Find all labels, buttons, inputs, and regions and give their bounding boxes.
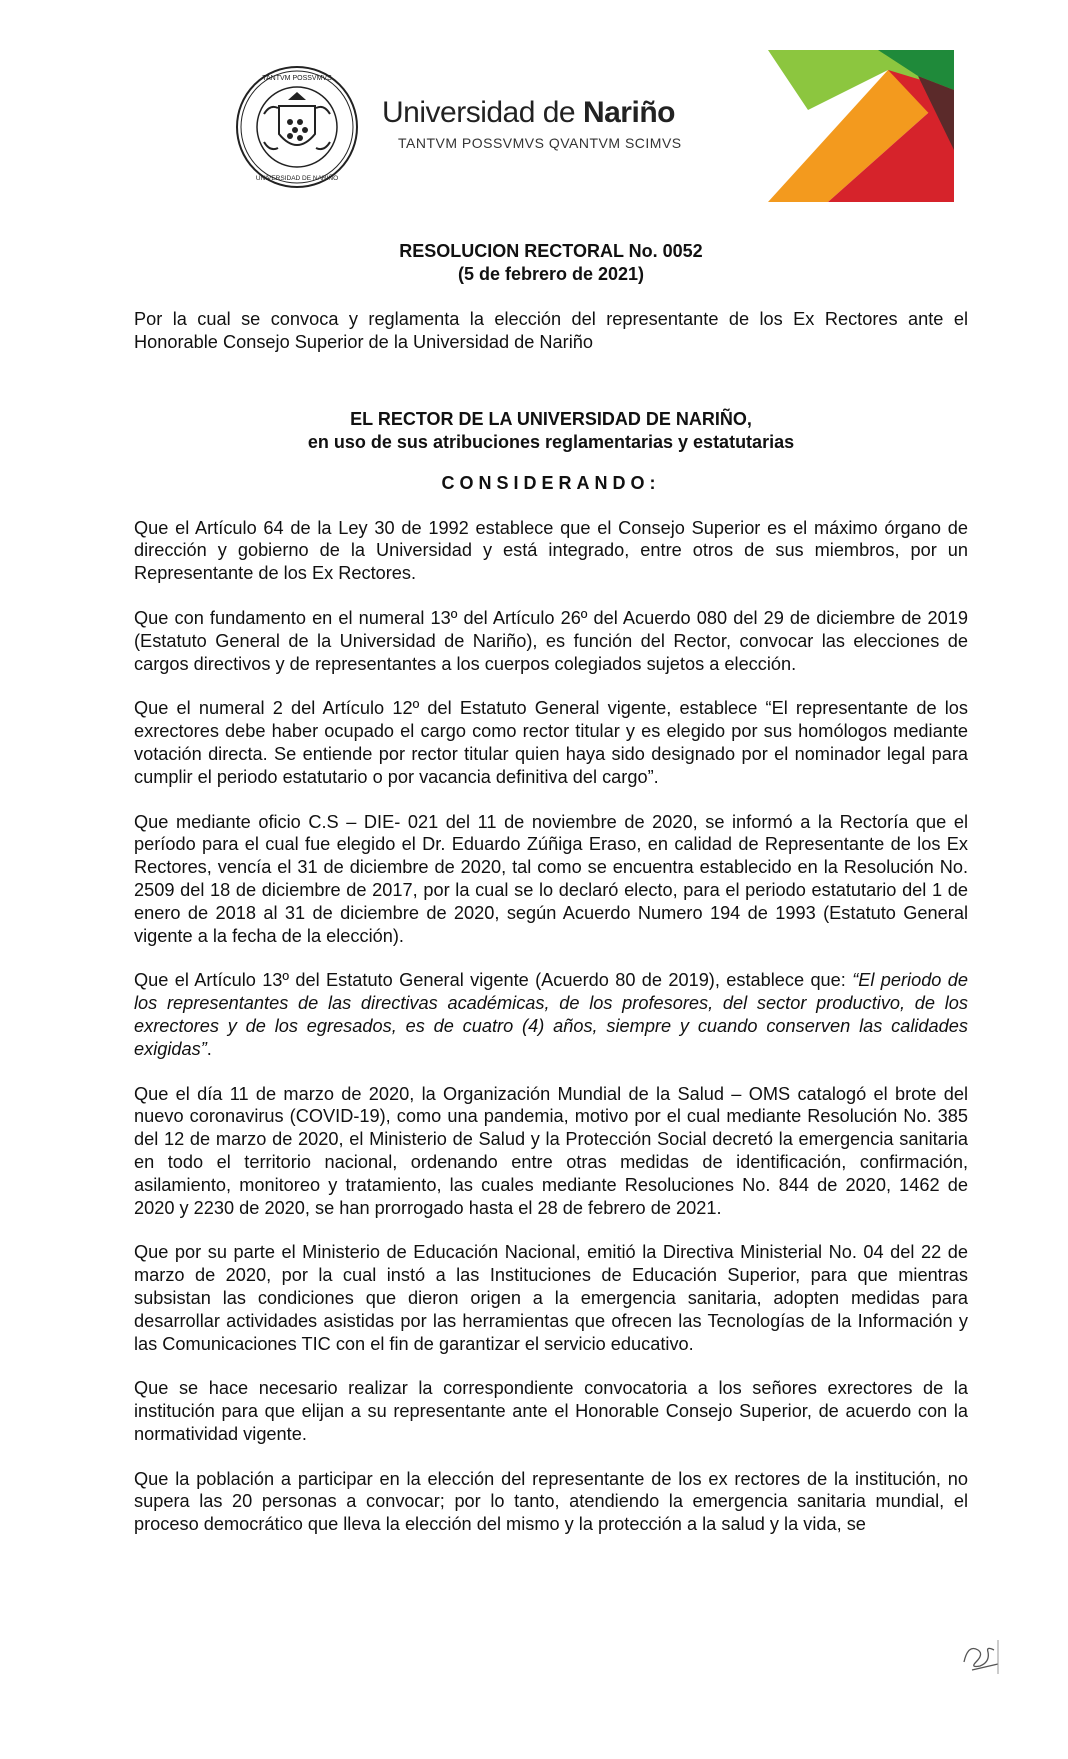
paragraph-8: Que se hace necesario realizar la correspondiente convocatoria a los señores exrectores de la institución para que elijan a su representante ante el Honorable Consejo Superior, de acuerdo con la normatividad vigente.: [134, 1378, 968, 1444]
resolution-title: RESOLUCION RECTORAL No. 0052: [399, 241, 703, 261]
paragraph-6: Que el día 11 de marzo de 2020, la Organización Mundial de la Salud – OMS catalogó el brote del nuevo coronavirus (COVID-19), como una pandemia, motivo por el cual mediante Resolución No. 385 del 12 de marzo de 2020, el Ministerio de Salud y la Protección Social decretó la emergencia sanitaria en todo el territorio nacional, ordenando entre otras medidas de identificación, confirmación, asilamiento, monitoreo y tratamiento, las cuales mediante Resoluciones No. 844 de 2020, 1462 de 2020 y 2230 de 2020, se han prorrogado hasta el 28 de febrero de 2021.: [134, 1083, 968, 1218]
paragraph-9: Que la población a participar en la elección del representante de los ex rectores de la institución, no supera las 20 personas a convocar; por lo tanto, atendiendo la emergencia sanitaria mundial, el proceso democrático que lleva la elección del mismo y la protección a la salud y la vida, se: [134, 1468, 968, 1535]
university-seal-icon: [234, 64, 360, 190]
authority-line-2: en uso de sus atribuciones reglamentarias y estatutarias: [307, 431, 795, 452]
paragraph-2: Que con fundamento en el numeral 13º del Artículo 26º del Acuerdo 080 del 29 de diciembre de 2019 (Estatuto General de la Universidad de Nariño), es función del Rector, convocar las elecciones de cargos directivos y de representantes a los cuerpos colegiados sujetos a elección.: [134, 607, 968, 674]
paragraph-4: Que mediante oficio C.S – DIE- 021 del 11 de noviembre de 2020, se informó a la Rectoría que el período para el cual fue elegido el Dr. Eduardo Zúñiga Eraso, en calidad de Representante de los Ex Rectores, vencía el 31 de diciembre de 2020, tal como se encuentra establecido en la Resolución No. 2509 del 18 de diciembre de 2017, por la cual se lo declaró electo, para el periodo estatutario del 1 de enero de 2018 al 31 de diciembre de 2020, según Acuerdo Numero 194 de 1993 (Estatuto General vigente a la fecha de la elección).: [134, 811, 968, 946]
paragraph-5-end: .: [206, 1038, 212, 1059]
resolution-subject: Por la cual se convoca y reglamenta la elección del representante de los Ex Rectores ante el Honorable Consejo Superior de la Universidad de Nariño: [134, 309, 968, 352]
brand-name-regular: Universidad de: [382, 96, 583, 129]
paragraph-3: Que el numeral 2 del Artículo 12º del Estatuto General vigente, establece “El representante de los exrectores debe haber ocupado el cargo como rector titular y es elegido por sus homólogos mediante votación directa. Se entiende por rector titular quien haya sido designado por el nominador legal para cumplir el periodo estatutario o por vacancia definitiva del cargo”.: [134, 698, 968, 787]
svg-text:UNIVERSIDAD DE NARIÑO: UNIVERSIDAD DE NARIÑO: [255, 175, 339, 182]
considerando-heading: CONSIDERANDO:: [441, 472, 661, 493]
paragraph-1: Que el Artículo 64 de la Ley 30 de 1992 establece que el Consejo Superior es el máximo órgano de dirección y gobierno de la Universidad y está integrado, entre otros de sus miembros, por un Representante de los Ex Rectores.: [134, 517, 968, 584]
svg-text:TANTVM POSSVMVS: TANTVM POSSVMVS: [262, 75, 332, 82]
brand-motto: TANTVM POSSVMVS QVANTVM SCIMVS: [398, 135, 682, 151]
brand-name-bold: Nariño: [582, 96, 675, 129]
paragraph-5-intro: Que el Artículo 13º del Estatuto General vigente (Acuerdo 80 de 2019), establece que:: [134, 970, 853, 991]
brand-name: [382, 96, 675, 130]
authority-line-1: EL RECTOR DE LA UNIVERSIDAD DE NARIÑO,: [350, 408, 752, 429]
paragraph-5-quote: “El periodo de los representantes de las directivas académicas, de los profesores, del sector productivo, de los exrectores y de los egresados, es de cuatro (4) años, siempre y cuando conserven las calidades exigidas”: [134, 970, 968, 1059]
brand-graphic-icon: [768, 50, 954, 202]
resolution-date: (5 de febrero de 2021): [457, 264, 645, 284]
paragraph-5: [134, 969, 968, 1060]
signature-initials-icon: [958, 1636, 1004, 1676]
paragraph-7: Que por su parte el Ministerio de Educación Nacional, emitió la Directiva Ministerial No. 04 del 22 de marzo de 2020, por la cual instó a las Instituciones de Educación Superior, para que mientras subsistan las condiciones que dieron origen a la emergencia sanitaria, adopten medidas para desarrollar actividades asistidas por las herramientas que ofrecen las Tecnologías de la Información y las Comunicaciones TIC con el fin de garantizar el servicio educativo.: [134, 1242, 968, 1354]
document-body: [134, 240, 968, 1536]
